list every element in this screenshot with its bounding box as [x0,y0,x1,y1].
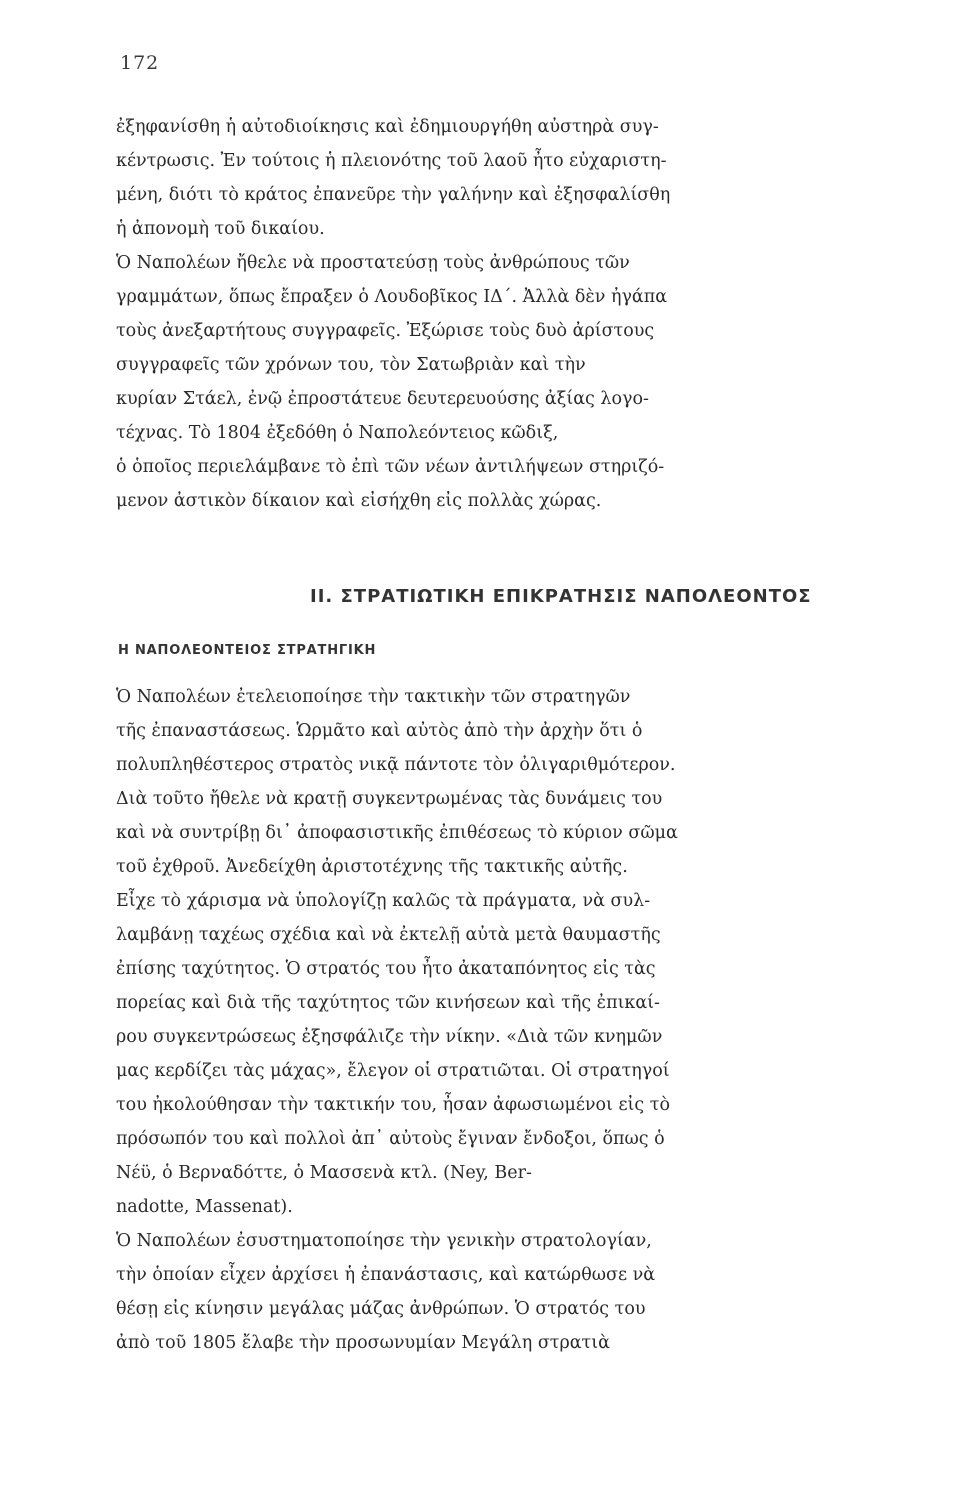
text-line: ἐπίσης ταχύτητος. Ὁ στρατός του ἦτο ἀκαταπόνητος εἰς τὰς [116,959,656,979]
paragraph-napoleonic-administration [116,110,842,518]
text-line: πορείας καὶ διὰ τῆς ταχύτητος τῶν κινήσεων καὶ τῆς ἐπικαί- [116,993,660,1013]
text-line: τέχνας. Τὸ 1804 ἐξεδόθη ὁ Ναπολεόντειος κῶδιξ, [116,423,559,443]
text-line: τοὺς ἀνεξαρτήτους συγγραφεῖς. Ἐξώρισε τοὺς δυὸ ἀρίστους [116,321,655,341]
text-line: πρόσωπόν του καὶ πολλοὶ ἀπ᾽ αὐτοὺς ἔγιναν ἔνδοξοι, ὅπως ὁ [116,1129,665,1149]
text-line: Ὁ Ναπολέων ἐτελειοποίησε τὴν τακτικὴν τῶν στρατηγῶν [116,687,631,707]
text-line: ρου συγκεντρώσεως ἐξησφάλιζε τὴν νίκην. «Διὰ τῶν κνημῶν [116,1027,663,1047]
text-line: κέντρωσις. Ἐν τούτοις ἡ πλειονότης τοῦ λαοῦ ἦτο εὐχαριστη- [116,151,667,171]
section-heading: ΙΙ. ΣΤΡΑΤΙΩΤΙΚΗ ΕΠΙΚΡΑΤΗΣΙΣ ΝΑΠΟΛΕΟΝΤΟΣ [310,586,812,607]
subsection-heading: Η ΝΑΠΟΛΕΟΝΤΕΙΟΣ ΣΤΡΑΤΗΓΙΚΗ [118,643,377,658]
text-line: γραμμάτων, ὅπως ἔπραξεν ὁ Λουδοβῖκος ΙΔ΄. Ἀλλὰ δὲν ἠγάπα [116,287,668,307]
text-line: συγγραφεῖς τῶν χρόνων του, τὸν Σατωβριὰν καὶ τὴν [116,355,586,375]
text-line: θέσῃ εἰς κίνησιν μεγάλας μάζας ἀνθρώπων. Ὁ στρατός του [116,1299,646,1319]
text-line: Διὰ τοῦτο ἤθελε νὰ κρατῇ συγκεντρωμένας τὰς δυνάμεις του [116,789,663,809]
text-line: ὁ ὁποῖος περιελάμβανε τὸ ἐπὶ τῶν νέων ἀντιλήψεων στηριζό- [116,457,665,477]
text-line: ἀπὸ τοῦ 1805 ἔλαβε τὴν προσωνυμίαν Μεγάλη στρατιὰ [116,1333,610,1353]
paragraph-napoleonic-strategy [116,680,842,1360]
text-line: καὶ νὰ συντρίβῃ δι᾽ ἀποφασιστικῆς ἐπιθέσεως τὸ κύριον σῶμα [116,823,678,843]
text-line: nadotte, Massenat). [116,1197,293,1217]
text-line: Νέϋ, ὁ Βερναδόττε, ὁ Μασσενὰ κτλ. (Ney, Ber- [116,1163,532,1183]
text-line: ἡ ἀπονομὴ τοῦ δικαίου. [116,219,325,239]
text-line: μένη, διότι τὸ κράτος ἐπανεῦρε τὴν γαλήνην καὶ ἐξησφαλίσθη [116,185,671,205]
text-line: μας κερδίζει τὰς μάχας», ἔλεγον οἱ στρατιῶται. Οἱ στρατηγοί [116,1061,670,1081]
text-line: Ὁ Ναπολέων ἐσυστηματοποίησε τὴν γενικὴν στρατολογίαν, [116,1231,652,1251]
text-line: πολυπληθέστερος στρατὸς νικᾷ πάντοτε τὸν ὀλιγαριθμότερον. [116,755,676,775]
text-line: του ἠκολούθησαν τὴν τακτικήν του, ἦσαν ἀφωσιωμένοι εἰς τὸ [116,1095,670,1115]
page-number: 172 [120,52,160,74]
text-line: μενον ἀστικὸν δίκαιον καὶ εἰσήχθη εἰς πολλὰς χώρας. [116,491,602,511]
text-line: Εἶχε τὸ χάρισμα νὰ ὑπολογίζῃ καλῶς τὰ πράγματα, νὰ συλ- [116,891,651,911]
text-line: Ὁ Ναπολέων ἤθελε νὰ προστατεύσῃ τοὺς ἀνθρώπους τῶν [116,253,630,273]
text-line: τοῦ ἐχθροῦ. Ἀνεδείχθη ἀριστοτέχνης τῆς τακτικῆς αὐτῆς. [116,857,628,877]
text-line: τὴν ὁποίαν εἶχεν ἀρχίσει ἡ ἐπανάστασις, καὶ κατώρθωσε νὰ [116,1265,656,1285]
text-line: κυρίαν Στάελ, ἐνῷ ἐπροστάτευε δευτερευούσης ἀξίας λογο- [116,389,649,409]
text-line: τῆς ἐπαναστάσεως. Ὡρμᾶτο καὶ αὐτὸς ἀπὸ τὴν ἀρχὴν ὅτι ὁ [116,721,643,741]
text-line: ἐξηφανίσθη ἡ αὐτοδιοίκησις καὶ ἐδημιουργήθη αὐστηρὰ συγ- [116,117,659,137]
text-line: λαμβάνῃ ταχέως σχέδια καὶ νὰ ἐκτελῇ αὐτὰ μετὰ θαυμαστῆς [116,925,661,945]
